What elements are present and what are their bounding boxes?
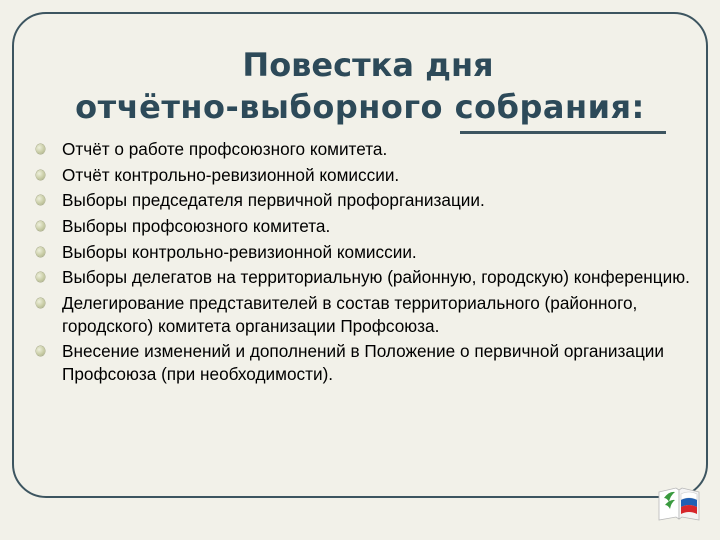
title-line-1: Повестка дня	[242, 46, 494, 84]
title-line-2: отчётно-выборного собрания:	[75, 88, 645, 126]
agenda-item-text: Выборы председателя первичной профорганизации.	[62, 190, 485, 211]
round-bullet-icon	[36, 298, 45, 308]
agenda-item	[36, 189, 696, 212]
agenda-list	[36, 138, 696, 389]
agenda-item-text: Отчёт контрольно-ревизионной комиссии.	[62, 164, 400, 185]
agenda-item	[36, 138, 696, 161]
round-bullet-icon	[36, 272, 45, 282]
agenda-item	[36, 340, 696, 385]
agenda-item	[36, 164, 696, 187]
round-bullet-icon	[36, 221, 45, 231]
agenda-item-text: Выборы контрольно-ревизионной комиссии.	[62, 241, 417, 262]
round-bullet-icon	[36, 346, 45, 356]
slide-title	[20, 44, 700, 128]
agenda-item-text: Делегирование представителей в состав территориального (районного, городского) комитета организации Профсоюза.	[62, 293, 638, 336]
agenda-item-text: Отчёт о работе профсоюзного комитета.	[62, 139, 388, 159]
round-bullet-icon	[36, 144, 45, 154]
agenda-item	[36, 266, 696, 289]
agenda-item-text: Внесение изменений и дополнений в Положение о первичной организации Профсоюза (при необходимости).	[62, 341, 664, 384]
agenda-item	[36, 241, 696, 264]
agenda-item	[36, 292, 696, 337]
title-underline	[460, 131, 666, 134]
round-bullet-icon	[36, 195, 45, 205]
agenda-item-text: Выборы делегатов на территориальную (районную, городскую) конференцию.	[62, 267, 690, 288]
agenda-item-text: Выборы профсоюзного комитета.	[62, 216, 331, 237]
agenda-item	[36, 215, 696, 238]
round-bullet-icon	[36, 170, 45, 180]
book-flag-logo-icon	[656, 478, 702, 522]
round-bullet-icon	[36, 247, 45, 257]
